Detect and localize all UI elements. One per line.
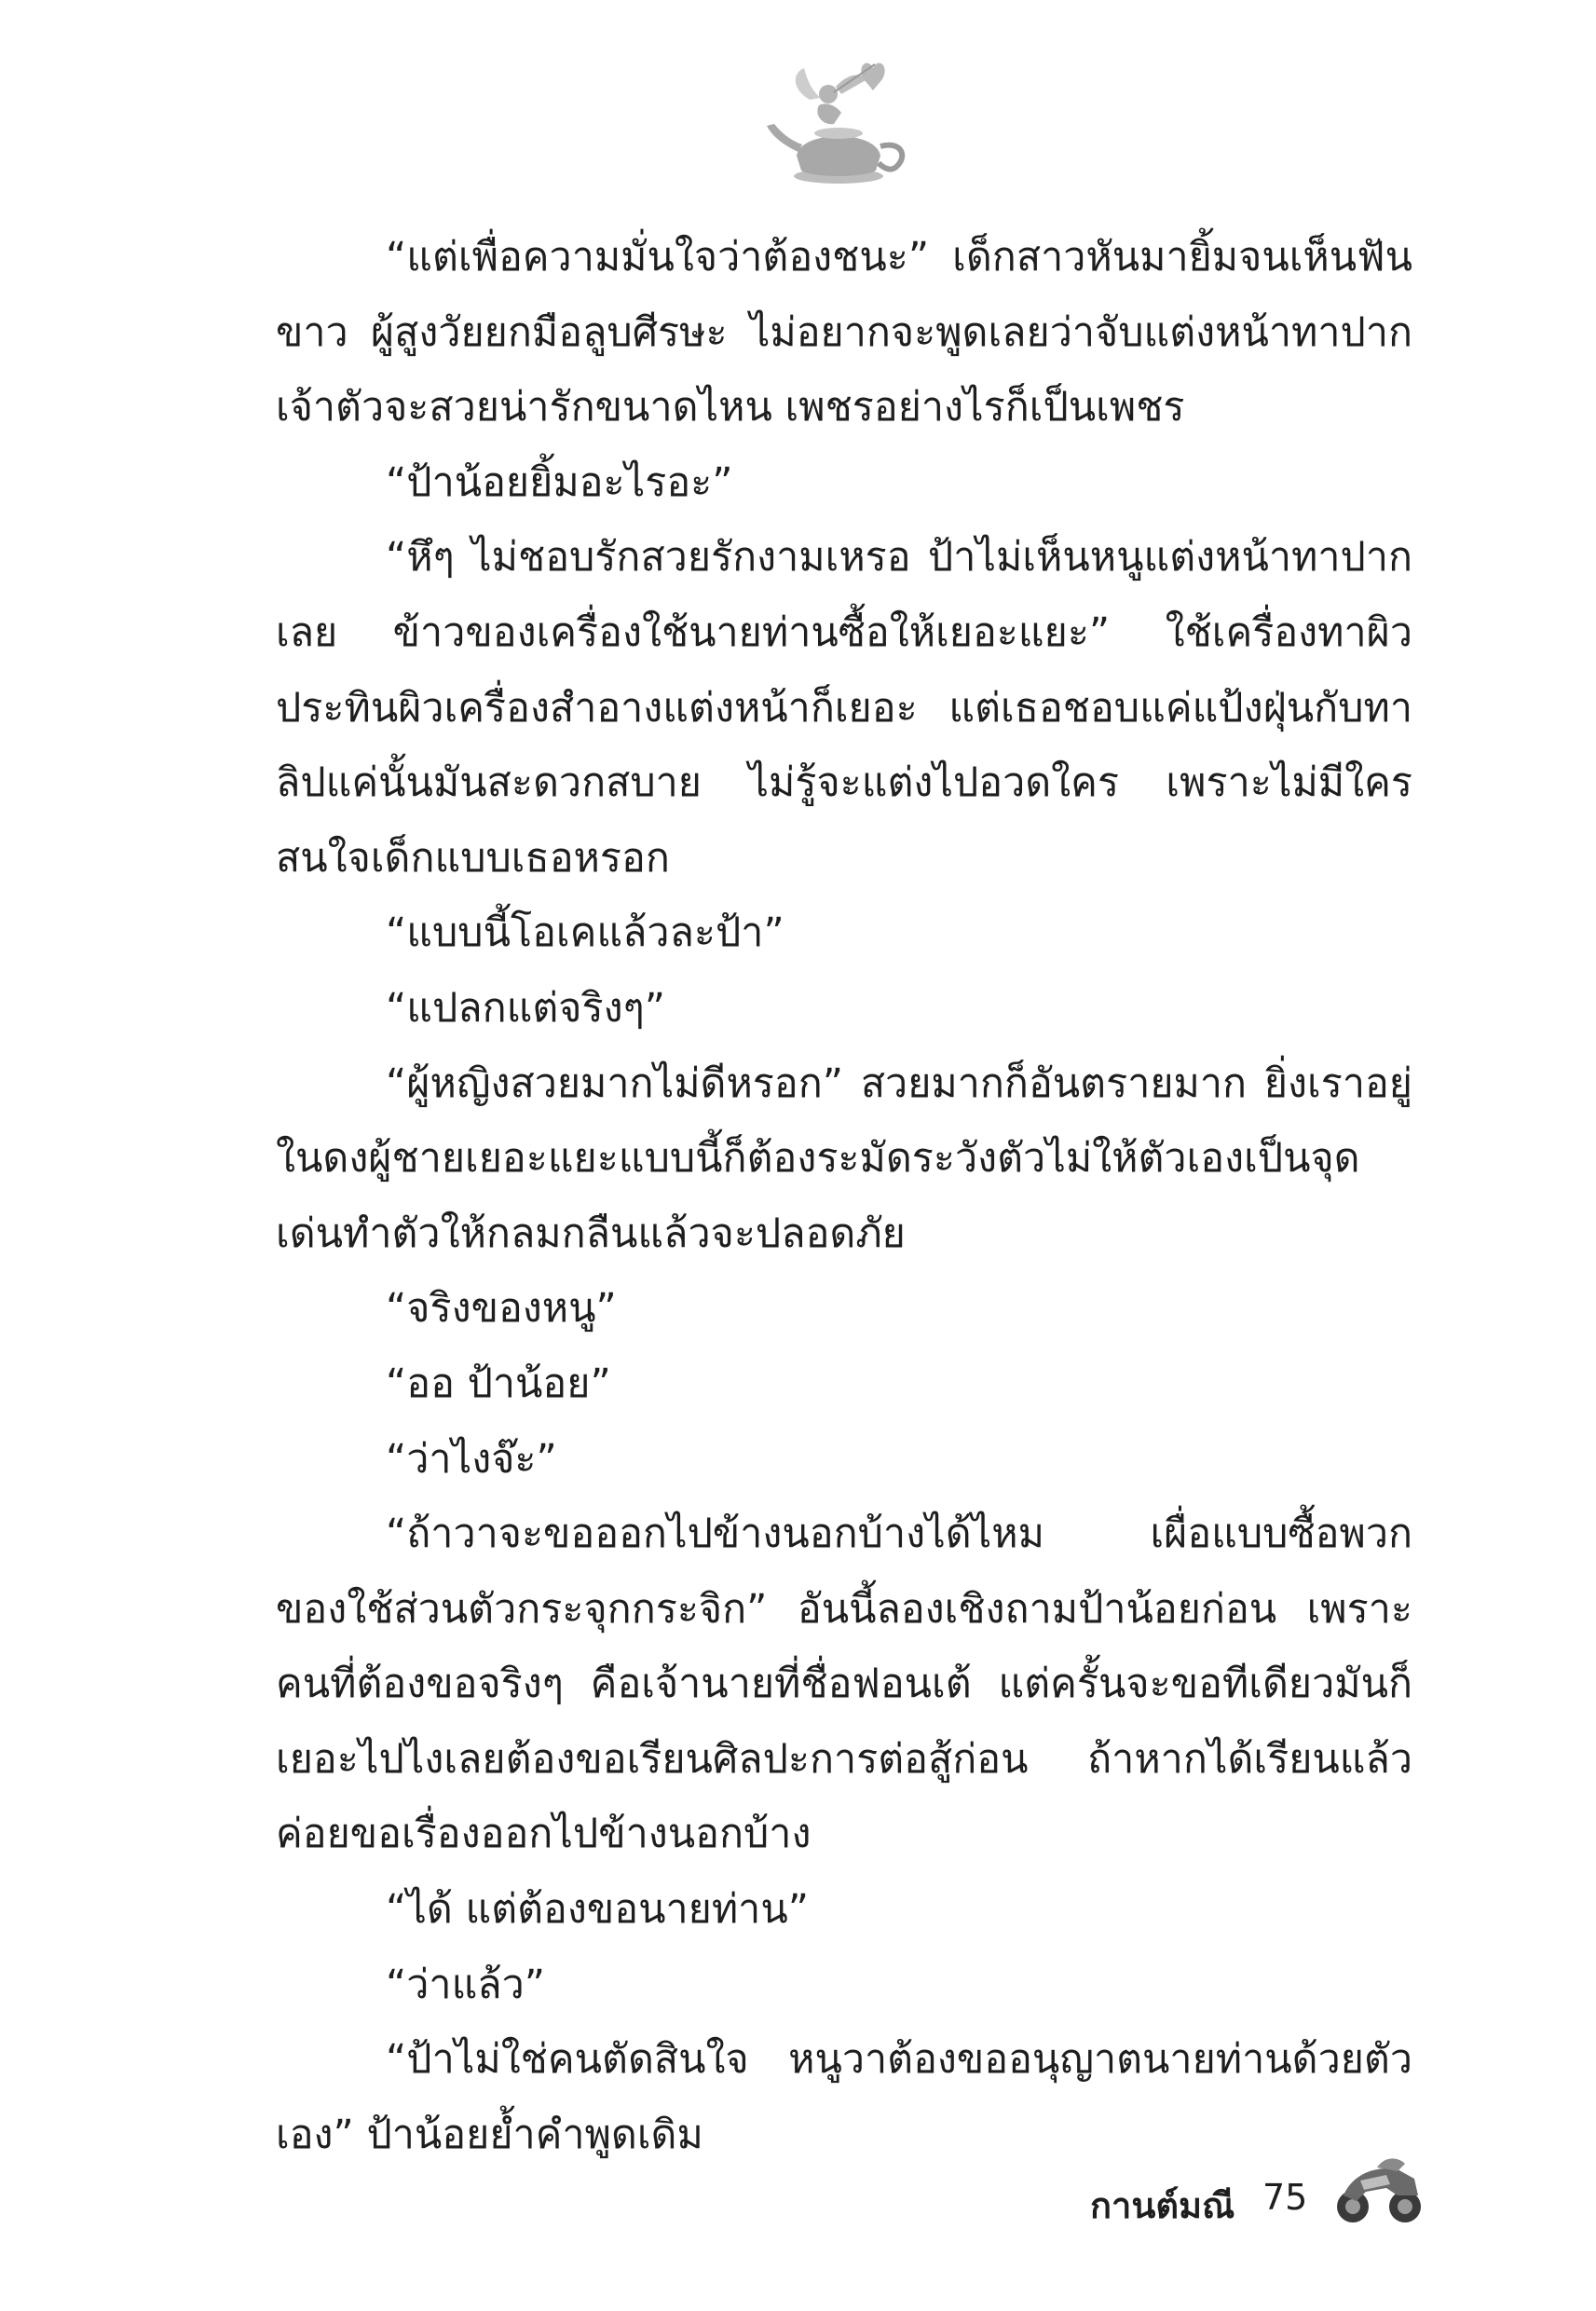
paragraph: “ป้าน้อยยิ้มอะไรอะ” [386, 458, 733, 506]
paragraph: “จริงของหนู” [386, 1285, 617, 1333]
footer-author-label: กานต์มณี [1090, 2185, 1235, 2226]
paragraph: “แต่เพื่อความมั่นใจว่าต้องชนะ” เด็กสาวหันมายิ้มจนเห็นฟันขาว ผู้สูงวัยยกมือลูบศีรษะ ไม่อยากจะพูดเลยว่าจับแต่งหน้าทาปากเจ้าตัวจะสวยน่ารักขนาดไหน เพชรอย่างไรก็เป็นเพชร [276, 234, 1412, 431]
paragraph: “หึๆ ไม่ชอบรักสวยรักงามเหรอ ป้าไม่เห็นหนูแต่งหน้าทาปากเลย ข้าวของเครื่องใช้นายท่านซื้อให้เยอะแยะ” ใช้เครื่องทาผิวประทินผิวเครื่องสำอางแต่งหน้าก็เยอะ แต่เธอชอบแค่แป้งฝุ่นกับทาลิปแค่นั้นมันสะดวกสบาย ไม่รู้จะแต่งไปอวดใคร เพราะไม่มีใครสนใจเด็กแบบเธอหรอก [276, 534, 1412, 882]
cupid-teapot-ornament-icon [759, 51, 918, 191]
page-footer [1053, 2140, 1425, 2242]
paragraph: “ว่าแล้ว” [386, 1961, 546, 2008]
paragraph: “ว่าไงจ๊ะ” [386, 1435, 557, 1483]
motorcycle-icon [1332, 2149, 1425, 2228]
paragraph: “ผู้หญิงสวยมากไม่ดีหรอก” สวยมากก็อันตรายมาก ยิ่งเราอยู่ในดงผู้ชายเยอะแยะแบบนี้ก็ต้องระมัดระวังตัวไม่ให้ตัวเองเป็นจุดเด่นทำตัวให้กลมกลืนแล้วจะปลอดภัย [276, 1060, 1412, 1257]
paragraph: “ถ้าวาจะขอออกไปข้างนอกบ้างได้ไหม เผื่อแบบซื้อพวกของใช้ส่วนตัวกระจุกกระจิก” อันนี้ลองเชิงถามป้าน้อยก่อน เพราะคนที่ต้องขอจริงๆ คือเจ้านายที่ชื่อฟอนเต้ แต่ครั้นจะขอทีเดียวมันก็เยอะไปไงเลยต้องขอเรียนศิลปะการต่อสู้ก่อน ถ้าหากได้เรียนแล้ว ค่อยขอเรื่องออกไปข้างนอกบ้าง [276, 1511, 1412, 1858]
paragraph: “ออ ป้าน้อย” [386, 1360, 611, 1407]
paragraph: “แปลกแต่จริงๆ” [386, 984, 665, 1032]
body-text [276, 220, 1412, 2172]
paragraph: “ได้ แต่ต้องขอนายท่าน” [386, 1886, 809, 1934]
paragraph: “แบบนี้โอเคแล้วละป้า” [386, 909, 784, 957]
page-number: 75 [1262, 2177, 1308, 2218]
paragraph: “ป้าไม่ใช่คนตัดสินใจ หนูวาต้องขออนุญาตนายท่านด้วยตัวเอง” ป้าน้อยย้ำคำพูดเดิม [276, 2036, 1412, 2158]
